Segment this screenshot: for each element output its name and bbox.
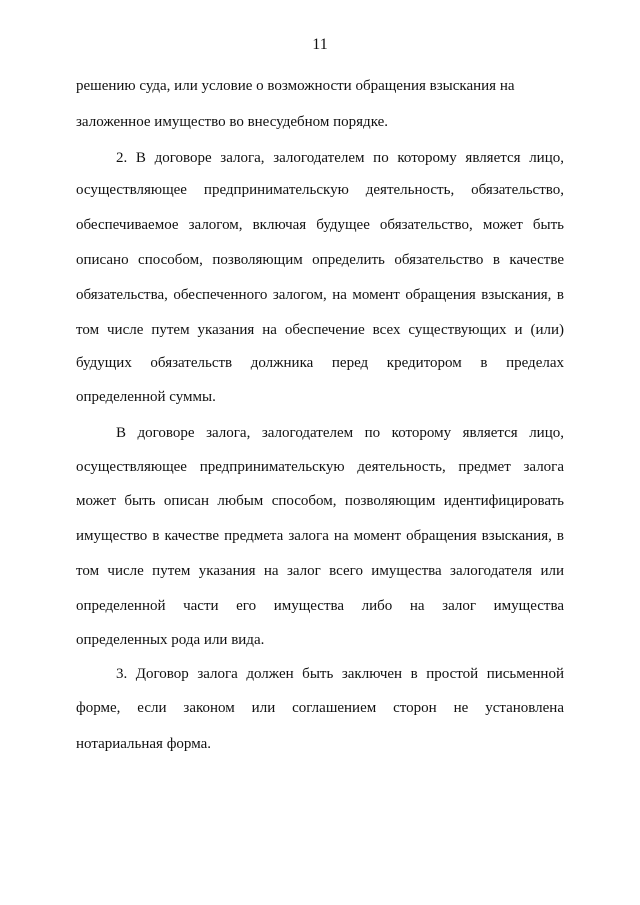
text-line: форме, если законом или соглашением сторон не установлена (76, 700, 564, 716)
text-line: том числе путем указания на залог всего имущества залогодателя или (76, 563, 564, 579)
text-line: будущих обязательств должника перед кредитором в пределах (76, 355, 564, 371)
text-line: определенной части его имущества либо на залог имущества (76, 598, 564, 614)
text-line: заложенное имущество во внесудебном порядке. (76, 114, 389, 130)
text-line: обязательства, обеспеченного залогом, на момент обращения взыскания, в (76, 287, 564, 303)
text-line: определенных рода или вида. (76, 632, 265, 648)
text-line: нотариальная форма. (76, 736, 211, 752)
text-line: 3. Договор залога должен быть заключен в простой письменной (116, 666, 564, 682)
page-number: 11 (312, 36, 328, 53)
text-line: осуществляющее предпринимательскую деятельность, предмет залога (76, 459, 564, 475)
text-line: может быть описан любым способом, позволяющим идентифицировать (76, 493, 564, 509)
text-line: обеспечиваемое залогом, включая будущее обязательство, может быть (76, 217, 564, 233)
text-line: осуществляющее предпринимательскую деятельность, обязательство, (76, 182, 564, 198)
text-line: описано способом, позволяющим определить обязательство в качестве (76, 252, 564, 268)
text-line: том числе путем указания на обеспечение всех существующих и (или) (76, 322, 564, 338)
text-line: имущество в качестве предмета залога на момент обращения взыскания, в (76, 528, 564, 544)
text-line: решению суда, или условие о возможности обращения взыскания на (76, 78, 515, 94)
text-line: В договоре залога, залогодателем по которому является лицо, (116, 425, 564, 441)
text-line: 2. В договоре залога, залогодателем по которому является лицо, (116, 150, 564, 166)
text-line: определенной суммы. (76, 389, 216, 405)
